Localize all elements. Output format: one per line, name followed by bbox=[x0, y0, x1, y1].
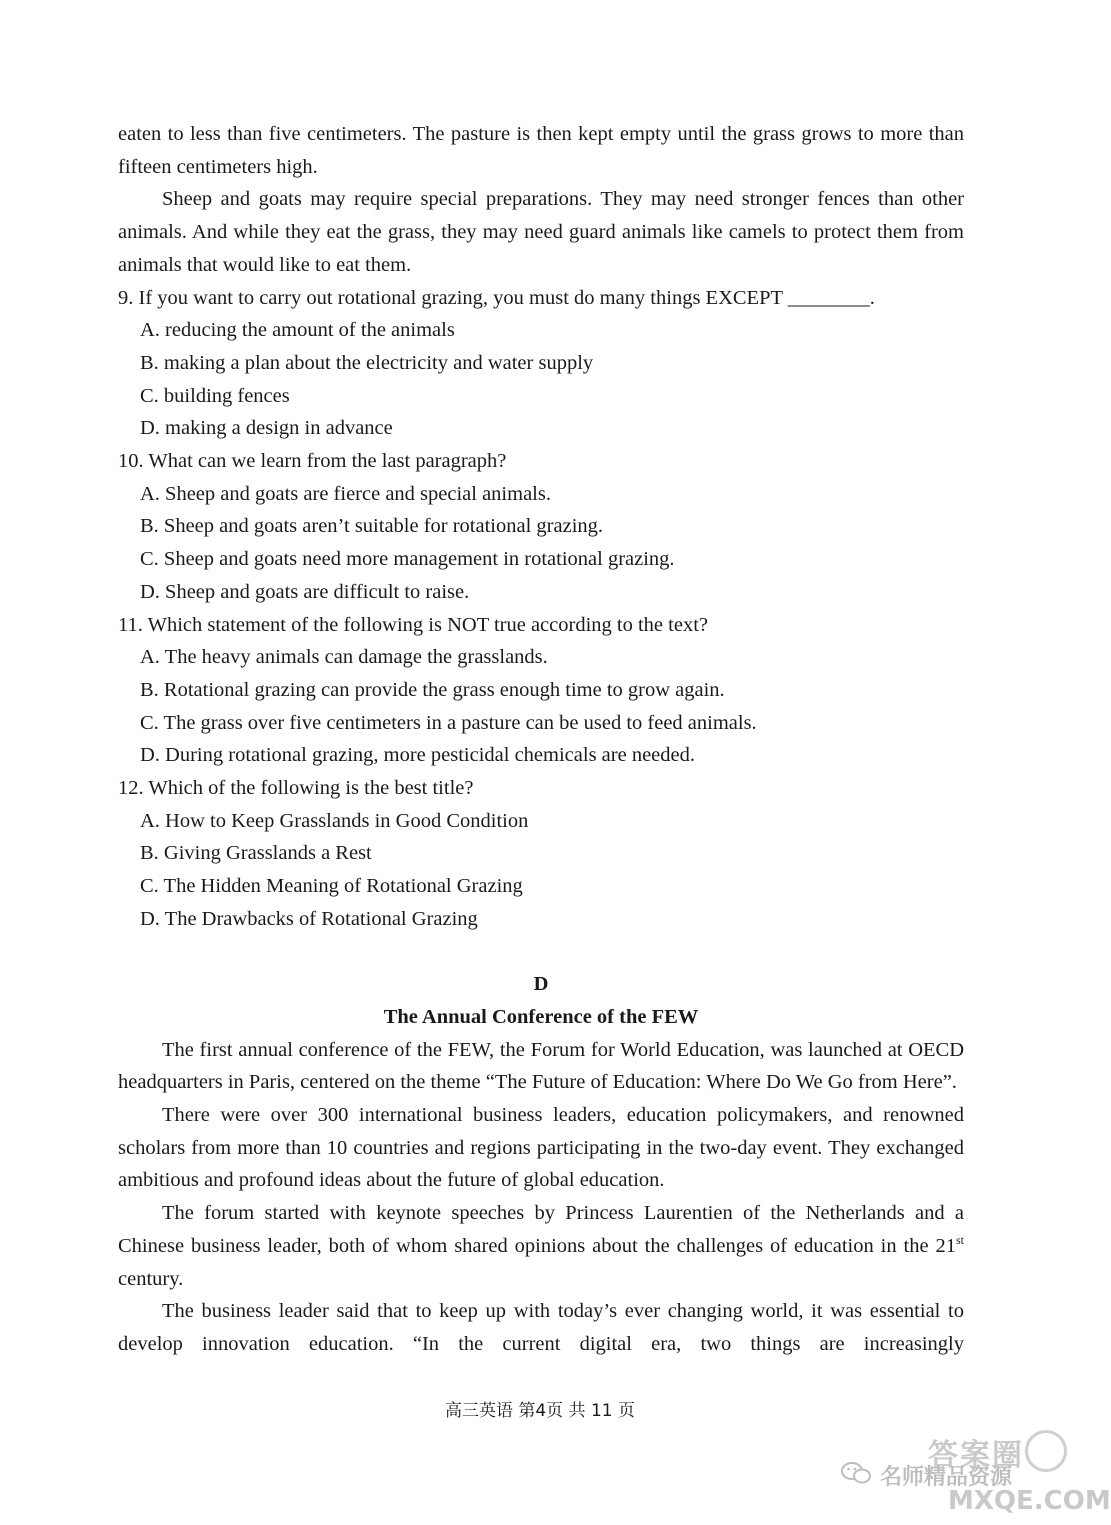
answer-option: C. building fences bbox=[140, 384, 290, 407]
question-stem: 10. What can we learn from the last paragraph? bbox=[118, 450, 507, 473]
answer-option: C. The Hidden Meaning of Rotational Grazing bbox=[140, 875, 523, 898]
exam-page bbox=[118, 118, 964, 1361]
passage-d-paragraph: The first annual conference of the FEW, the Forum for World Education, was launched at OECD headquarters in Paris, centered on the theme “The Future of Education: Where Do We Go from Here”. bbox=[118, 1038, 964, 1094]
watermark-source: 名师精品资源 bbox=[880, 1465, 1013, 1490]
question-12 bbox=[118, 772, 964, 936]
answer-option: B. Sheep and goats aren’t suitable for rotational grazing. bbox=[140, 515, 604, 538]
section-letter: D bbox=[533, 973, 549, 996]
passage-d-paragraph: The business leader said that to keep up with today’s ever changing world, it was essential to develop innovation education. “In the current digital era, two things are increasingly bbox=[118, 1300, 964, 1355]
passage-c-paragraph: eaten to less than five centimeters. The pasture is then kept empty until the grass grows to more than fifteen centimeters high. bbox=[118, 123, 964, 178]
answer-option: B. Rotational grazing can provide the grass enough time to grow again. bbox=[140, 678, 725, 701]
answer-option: B. making a plan about the electricity and water supply bbox=[140, 351, 594, 374]
passage-d-paragraph: There were over 300 international business leaders, education policymakers, and renowned scholars from more than 10 countries and regions participating in the two-day event. They exchanged ambitious and profound ideas about the future of global education. bbox=[118, 1104, 964, 1192]
question-stem: 9. If you want to carry out rotational grazing, you must do many things EXCEPT ________. bbox=[118, 286, 875, 309]
passage-d-paragraph bbox=[118, 1197, 964, 1295]
answer-option: B. Giving Grasslands a Rest bbox=[140, 842, 372, 865]
paragraph-text: The forum started with keynote speeches by Princess Laurentien of the Netherlands and a Chinese business leader, both of whom shared opinions about the challenges of education in the 21 bbox=[118, 1202, 964, 1257]
question-11 bbox=[118, 609, 964, 773]
answer-option: A. The heavy animals can damage the grasslands. bbox=[140, 646, 548, 669]
answer-option: C. Sheep and goats need more management in rotational grazing. bbox=[140, 548, 675, 571]
wechat-icon bbox=[840, 1460, 872, 1486]
question-9 bbox=[118, 282, 964, 446]
page-footer: 高三英语 第4页 共 11 页 bbox=[444, 1401, 636, 1421]
section-spacer bbox=[118, 936, 964, 969]
watermark-site: MXQE.COM bbox=[948, 1486, 1111, 1516]
answer-option: D. Sheep and goats are difficult to raise. bbox=[140, 580, 470, 603]
answer-option: A. reducing the amount of the animals bbox=[140, 319, 455, 342]
watermark-logo bbox=[840, 1430, 1111, 1520]
watermark-circle-icon bbox=[1025, 1430, 1067, 1472]
answer-option: A. How to Keep Grasslands in Good Condition bbox=[140, 809, 529, 832]
passage-c-paragraph: Sheep and goats may require special preparations. They may need stronger fences than other animals. And while they eat the grass, they may need guard animals like camels to protect them from animals that would like to eat them. bbox=[118, 188, 964, 276]
question-stem: 12. Which of the following is the best title? bbox=[118, 777, 474, 800]
ordinal-superscript: st bbox=[955, 1233, 964, 1248]
answer-option: D. The Drawbacks of Rotational Grazing bbox=[140, 907, 478, 930]
paragraph-text: century. bbox=[118, 1267, 184, 1290]
answer-option: D. During rotational grazing, more pesticidal chemicals are needed. bbox=[140, 744, 695, 767]
passage-title: The Annual Conference of the FEW bbox=[383, 1005, 699, 1028]
answer-option: A. Sheep and goats are fierce and special animals. bbox=[140, 482, 551, 505]
question-stem: 11. Which statement of the following is NOT true according to the text? bbox=[118, 613, 708, 636]
answer-option: D. making a design in advance bbox=[140, 417, 393, 440]
answer-option: C. The grass over five centimeters in a pasture can be used to feed animals. bbox=[140, 711, 757, 734]
question-10 bbox=[118, 445, 964, 609]
watermark-brand: 答案圈 bbox=[928, 1438, 1024, 1473]
